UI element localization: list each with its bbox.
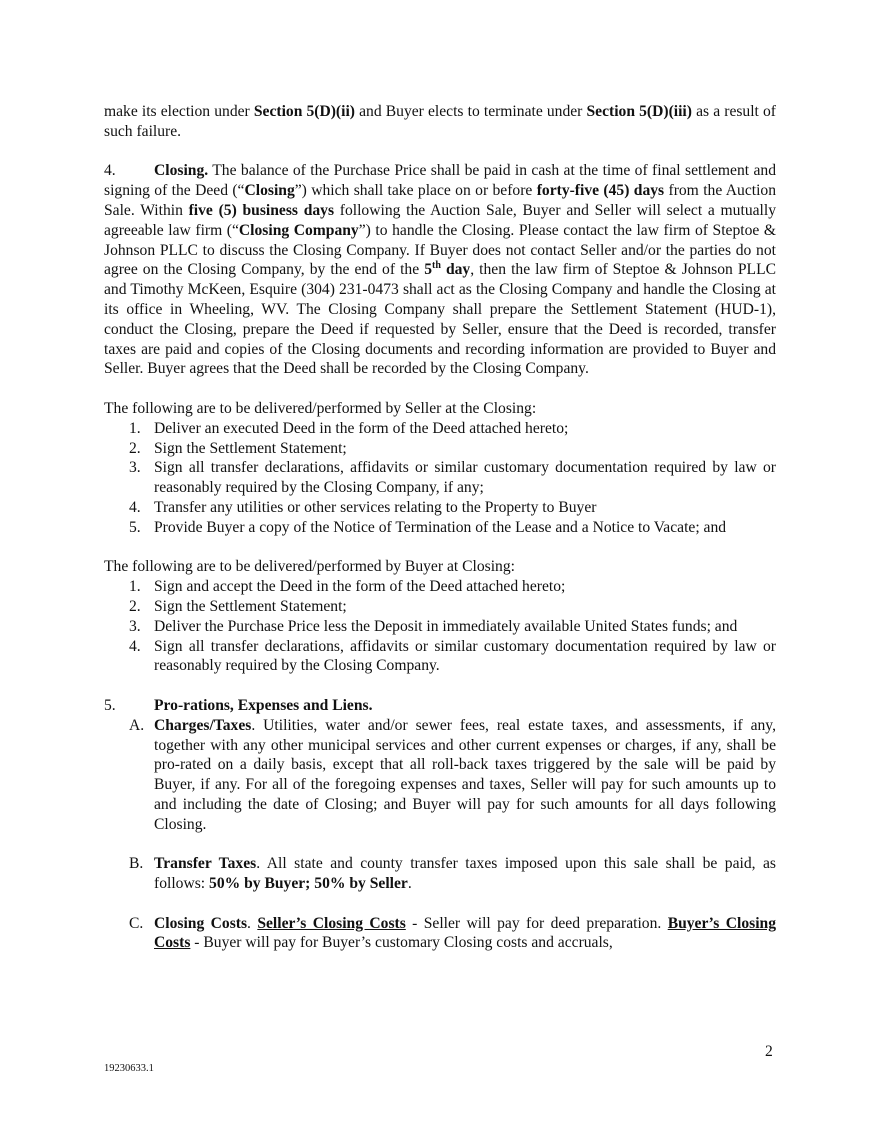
subsection-b: B. Transfer Taxes. All state and county transfer taxes imposed upon this sale shall be paid, as follows: 50% by Buyer; 50% by Seller. (129, 855, 777, 893)
intro-paragraph: make its election under Section 5(D)(ii) and Buyer elects to terminate under Section 5(D)(iii) as a result of such failure. (104, 103, 777, 140)
seller-deliverables-list (104, 419, 776, 538)
subsection-a: A. Charges/Taxes. Utilities, water and/or sewer fees, real estate taxes, and assessments, if any, together with any other municipal services and other current expenses or charges, if any, shall be pro-rated on a daily basis, except that all roll-back taxes triggered by the sale will be paid by Buyer, if any. For all of the foregoing expenses and taxes, Seller will pay for such amounts up to and including the date of Closing; and Buyer will pay for such amounts for all days following Closing. (129, 716, 776, 833)
section-5-heading: 5. Pro-rations, Expenses and Liens. (104, 696, 373, 714)
section-number: 4. (104, 162, 116, 180)
list-item: 3. Deliver the Purchase Price less the Deposit in immediately available United States funds; and (129, 617, 738, 635)
seller-list-intro: The following are to be delivered/performed by Seller at the Closing: (104, 399, 537, 417)
document-id: 19230633.1 (104, 1063, 154, 1074)
list-item: 5. Provide Buyer a copy of the Notice of Termination of the Lease and a Notice to Vacate; and (129, 518, 727, 536)
closing-paragraph: 4. Closing. The balance of the Purchase Price shall be paid in cash at the time of final settlement and signing of the Deed (“Closing”) which shall take place on or before forty-five (45) days from the Auction Sale. Within five (5) business days following the Auction Sale, Buyer and Seller will select a mutually agreeable law firm (“Closing Company”) to handle the Closing. Please contact the law firm of Steptoe & Johnson PLLC to discuss the Closing Company. If Buyer does not contact Seller and/or the parties do not agree on the Closing Company, by the end of the 5th day, then the law firm of Steptoe & Johnson PLLC and Timothy McKeen, Esquire (304) 231-0473 shall act as the Closing Company and handle the Closing at its office in Wheeling, WV. The Closing Company shall prepare the Settlement Statement (HUD-1), conduct the Closing, prepare the Deed if requested by Seller, ensure that the Deed is recorded, transfer taxes are paid and copies of the Closing documents and recording information are provided to Buyer and Seller. Buyer agrees that the Deed shall be recorded by the Closing Company. (104, 162, 776, 378)
list-item: 1. Deliver an executed Deed in the form of the Deed attached hereto; (129, 419, 569, 437)
list-item: 3. Sign all transfer declarations, affidavits or similar customary documentation required by law or reasonably required by the Closing Company, if any; (129, 459, 776, 497)
list-item: 2. Sign the Settlement Statement; (129, 439, 347, 457)
list-item: 1. Sign and accept the Deed in the form of the Deed attached hereto; (129, 578, 566, 596)
list-item: 4. Transfer any utilities or other services relating to the Property to Buyer (129, 498, 597, 516)
page-number: 2 (765, 1043, 773, 1060)
body-text (104, 102, 776, 953)
list-item: 4. Sign all transfer declarations, affidavits or similar customary documentation required by law or reasonably required by the Closing Company. (129, 637, 776, 675)
list-item: 2. Sign the Settlement Statement; (129, 597, 347, 615)
buyer-list-intro: The following are to be delivered/performed by Buyer at Closing: (104, 558, 515, 576)
section-number: 5. (104, 696, 116, 714)
subsection-c: C. Closing Costs. Seller’s Closing Costs - Seller will pay for deed preparation. Buyer’s Closing Costs - Buyer will pay for Buyer’s customary Closing costs and accruals, (129, 914, 777, 952)
closing-heading: Closing. (154, 162, 209, 180)
buyer-deliverables-list (104, 577, 776, 676)
